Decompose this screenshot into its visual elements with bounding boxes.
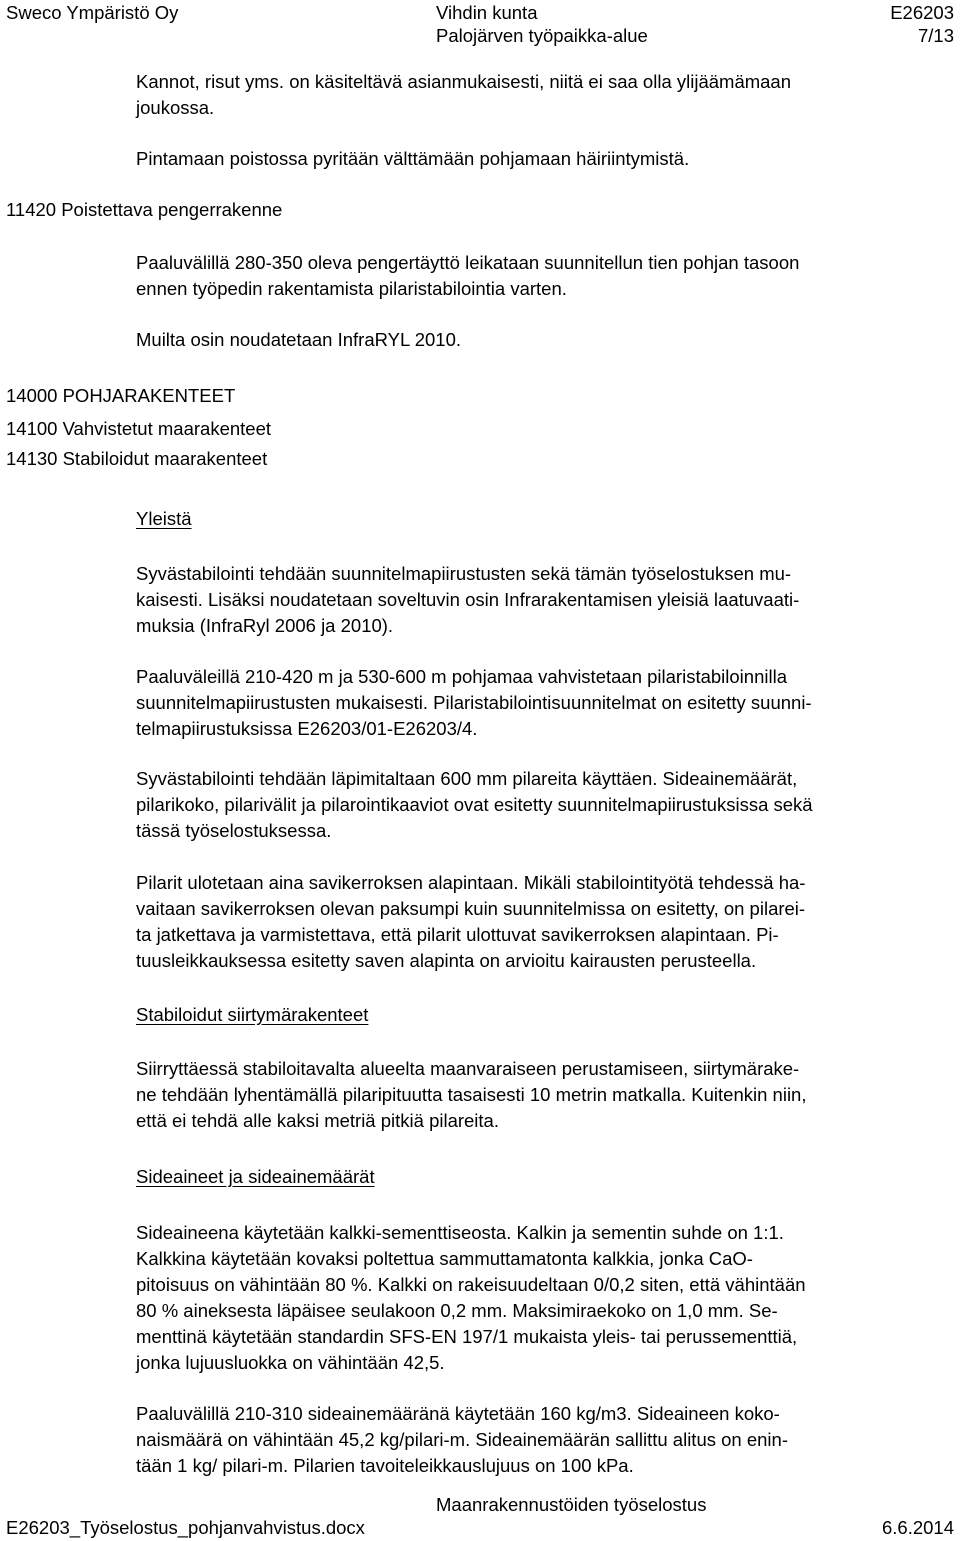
paragraph-line: Pilarit ulotetaan aina savikerroksen alapintaan. Mikäli stabilointityötä tehdessä ha- [136,872,806,893]
paragraph-line: jonka lujuusluokka on vähintään 42,5. [136,1352,445,1373]
paragraph-line: Syvästabilointi tehdään suunnitelmapiirustusten sekä tämän työselostuksen mu- [136,563,792,584]
section-heading-14000: 14000 POHJARAKENTEET [6,385,236,406]
paragraph-line: 80 % aineksesta läpäisee seulakoon 0,2 mm. Maksimiraekoko on 1,0 mm. Se- [136,1300,778,1321]
paragraph-line: Muilta osin noudatetaan InfraRYL 2010. [136,329,462,350]
paragraph-line: Sideaineena käytetään kalkki-sementtiseosta. Kalkin ja sementin suhde on 1:1. [136,1222,784,1243]
paragraph-line: Paaluväleillä 210-420 m ja 530-600 m pohjamaa vahvistetaan pilaristabiloinnilla [136,666,787,687]
paragraph-line: kaisesti. Lisäksi noudatetaan soveltuvin osin Infrarakentamisen yleisiä laatuvaati- [136,589,800,610]
paragraph-line: muksia (InfraRyl 2006 ja 2010). [136,615,394,636]
paragraph-line: että ei tehdä alle kaksi metriä pitkiä pilareita. [136,1110,499,1131]
section-heading-14100: 14100 Vahvistetut maarakenteet [6,418,271,439]
paragraph-line: Kannot, risut yms. on käsiteltävä asianmukaisesti, niitä ei saa olla ylijäämämaan [136,71,792,92]
section-heading-11420: 11420 Poistettava pengerrakenne [6,199,283,220]
paragraph-line: Paaluvälillä 210-310 sideainemääränä käytetään 160 kg/m3. Sideaineen koko- [136,1403,780,1424]
header-site: Palojärven työpaikka-alue [436,25,648,46]
paragraph-line: Paaluvälillä 280-350 oleva pengertäyttö leikataan suunnitellun tien pohjan tasoon [136,252,800,273]
header-company: Sweco Ympäristö Oy [6,2,179,23]
paragraph-line: Siirryttäessä stabiloitavalta alueelta maanvaraiseen perustamiseen, siirtymärake- [136,1058,800,1079]
paragraph-line: vaitaan savikerroksen olevan paksumpi kuin suunnitelmissa on esitetty, on pilarei- [136,898,806,919]
footer-filename: E26203_Työselostus_pohjanvahvistus.docx [6,1517,365,1538]
paragraph-line: suunnitelmapiirustusten mukaisesti. Pilaristabilointisuunnitelmat on esitetty suunni- [136,692,812,713]
paragraph-line: telmapiirustuksissa E26203/01-E26203/4. [136,718,478,739]
header-doc-id: E26203 [890,2,954,23]
paragraph-line: tässä työselostuksessa. [136,820,332,841]
paragraph-line: Pintamaan poistossa pyritään välttämään pohjamaan häiriintymistä. [136,148,690,169]
footer-date: 6.6.2014 [881,1517,954,1538]
paragraph-line: pilarikoko, pilarivälit ja pilarointikaaviot ovat esitetty suunnitelmapiirustuksissa sekä [136,794,813,815]
paragraph-line: pitoisuus on vähintään 80 %. Kalkki on rakeisuudeltaan 0/0,2 siten, että vähintään [136,1274,806,1295]
subheading-yleista: Yleistä [136,508,192,529]
subheading-siirtymarakenteet: Stabiloidut siirtymärakenteet [136,1004,369,1025]
subheading-sideaineet: Sideaineet ja sideainemäärät [136,1166,375,1187]
paragraph-line: ne tehdään lyhentämällä pilaripituutta tasaisesti 10 metrin matkalla. Kuitenkin niin, [136,1084,807,1105]
paragraph-line: Kalkkina käytetään kovaksi poltettua sammuttamatonta kalkkia, jonka CaO- [136,1248,753,1269]
footer-document-title: Maanrakennustöiden työselostus [436,1494,707,1515]
paragraph-line: ta jatkettava ja varmistettava, että pilarit ulottuvat savikerroksen alapintaan. Pi- [136,924,779,945]
paragraph-line: joukossa. [136,97,215,118]
paragraph-line: ennen työpedin rakentamista pilaristabilointia varten. [136,278,567,299]
paragraph-line: menttinä käytetään standardin SFS-EN 197/1 mukaista yleis- tai perussementtiä, [136,1326,798,1347]
paragraph-line: tuusleikkauksessa esitetty saven alapinta on arvioitu kairausten perusteella. [136,950,757,971]
section-heading-14130: 14130 Stabiloidut maarakenteet [6,448,268,469]
paragraph-line: Syvästabilointi tehdään läpimitaltaan 600 mm pilareita käyttäen. Sideainemäärät, [136,768,798,789]
header-page-number: 7/13 [917,25,954,46]
paragraph-line: tään 1 kg/ pilari-m. Pilarien tavoiteleikkauslujuus on 100 kPa. [136,1455,634,1476]
paragraph-line: naismäärä on vähintään 45,2 kg/pilari-m. Sideainemäärän sallittu alitus on enin- [136,1429,788,1450]
header-client: Vihdin kunta [436,2,538,23]
